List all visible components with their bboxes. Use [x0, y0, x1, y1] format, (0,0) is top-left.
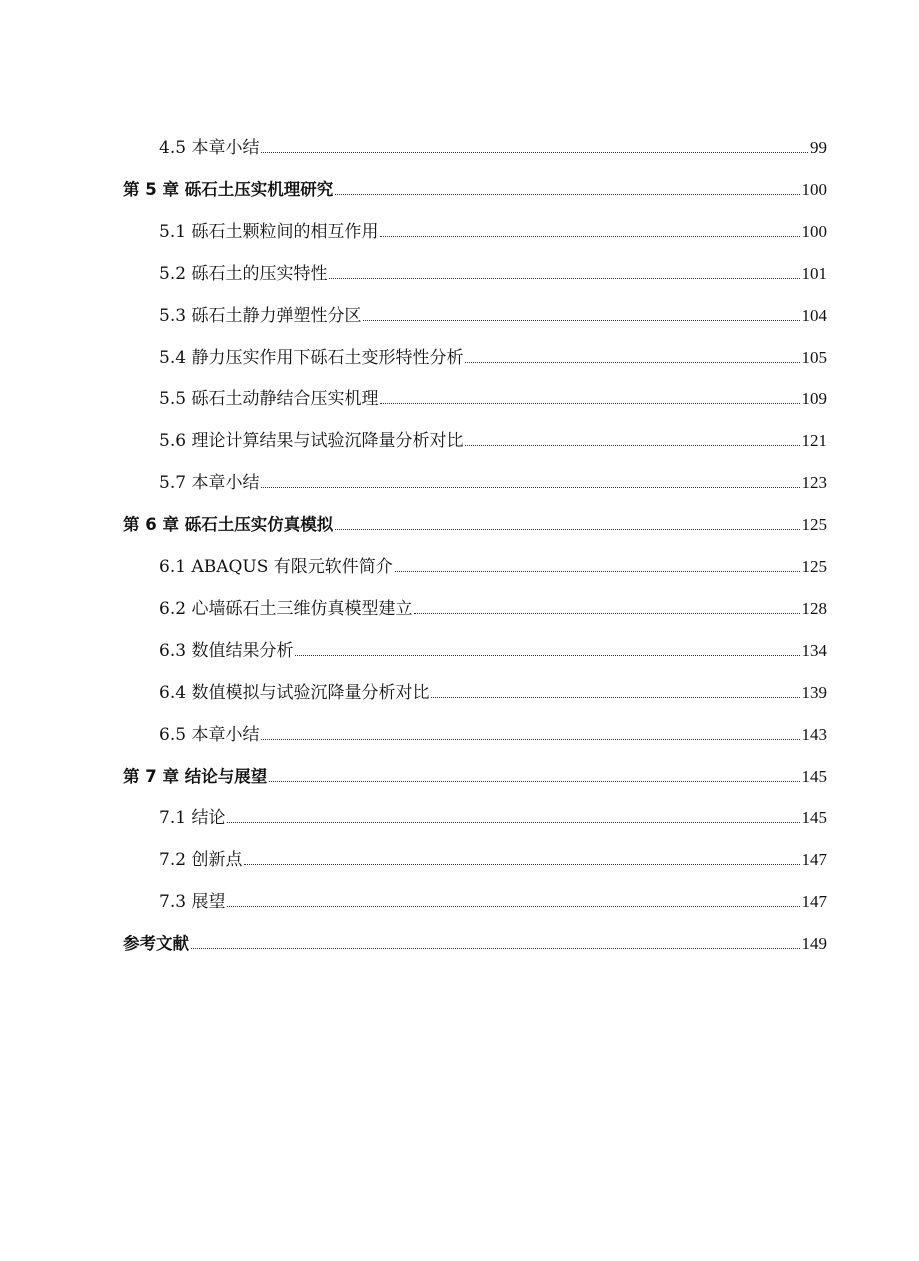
- toc-chapter-entry[interactable]: [123, 759, 827, 787]
- toc-page-number: 100: [801, 179, 827, 199]
- toc-entry-title: 7.2 创新点: [159, 850, 243, 871]
- toc-section-entry[interactable]: [159, 256, 827, 284]
- dot-leader: [380, 236, 799, 237]
- toc-entry-title: 5.1 砾石土颗粒间的相互作用: [159, 221, 379, 242]
- dot-leader: [261, 487, 799, 488]
- toc-section-entry[interactable]: [159, 591, 827, 619]
- toc-page-number: 123: [801, 473, 827, 493]
- toc-chapter-entry[interactable]: [123, 172, 827, 200]
- toc-page-number: 109: [801, 389, 827, 409]
- dot-leader: [329, 278, 799, 279]
- toc-section-entry[interactable]: [159, 842, 827, 870]
- dot-leader: [244, 864, 799, 865]
- toc-chapter-entry[interactable]: [123, 507, 827, 535]
- dot-leader: [395, 571, 800, 572]
- dot-leader: [431, 697, 799, 698]
- toc-page-number: 125: [801, 557, 827, 576]
- toc-section-entry[interactable]: [159, 340, 827, 368]
- toc-page-number: 100: [801, 221, 827, 241]
- toc-page-number: 139: [801, 682, 827, 702]
- toc-section-entry[interactable]: [159, 717, 827, 745]
- toc-entry-title: 5.5 砾石土动静结合压实机理: [159, 389, 379, 410]
- toc-entry-title: 5.3 砾石土静力弹塑性分区: [159, 305, 362, 326]
- dot-leader: [380, 403, 799, 404]
- toc-entry-title: 6.1 ABAQUS 有限元软件简介: [159, 557, 393, 577]
- toc-entry-title: 5.2 砾石土的压实特性: [159, 263, 328, 284]
- toc-chapter-entry[interactable]: [123, 926, 827, 954]
- toc-page-number: 128: [801, 598, 827, 618]
- toc-section-entry[interactable]: [159, 465, 827, 493]
- toc-entry-title: 6.4 数值模拟与试验沉降量分析对比: [159, 682, 430, 703]
- toc-section-entry[interactable]: [159, 298, 827, 326]
- dot-leader: [295, 655, 799, 656]
- dot-leader: [227, 906, 799, 907]
- toc-page-number: 104: [801, 305, 827, 325]
- dot-leader: [191, 948, 800, 949]
- dot-leader: [227, 822, 799, 823]
- toc-page-number: 134: [801, 640, 827, 660]
- toc-page-number: 147: [801, 850, 827, 870]
- toc-page-number: 145: [801, 808, 827, 828]
- toc-section-entry[interactable]: [159, 549, 827, 577]
- toc-section-entry[interactable]: [159, 423, 827, 451]
- toc-entry-title: 5.7 本章小结: [159, 473, 260, 494]
- toc-entry-title: 6.5 本章小结: [159, 724, 260, 745]
- toc-section-entry[interactable]: [159, 214, 827, 242]
- toc-entry-title: 参考文献: [123, 934, 189, 954]
- toc-entry-title: 6.3 数值结果分析: [159, 640, 294, 661]
- toc-entry-title: 7.1 结论: [159, 808, 226, 829]
- toc-section-entry[interactable]: [159, 800, 827, 828]
- toc-entry-title: 5.6 理论计算结果与试验沉降量分析对比: [159, 431, 464, 452]
- toc-page-number: 147: [801, 892, 827, 912]
- toc-entry-title: 第 6 章 砾石土压实仿真模拟: [123, 515, 334, 535]
- toc-entry-title: 第 5 章 砾石土压实机理研究: [123, 179, 334, 199]
- toc-page-number: 125: [801, 515, 827, 535]
- toc-page-number: 143: [801, 724, 827, 744]
- toc-section-entry[interactable]: [159, 633, 827, 661]
- toc-page-number: 105: [801, 347, 827, 367]
- toc-entry-title: 6.2 心墙砾石土三维仿真模型建立: [159, 598, 413, 619]
- toc-page-number: 99: [810, 138, 827, 157]
- toc-page-number: 149: [801, 934, 827, 954]
- toc-section-entry[interactable]: [159, 381, 827, 409]
- toc-entry-title: 5.4 静力压实作用下砾石土变形特性分析: [159, 347, 464, 368]
- dot-leader: [465, 445, 799, 446]
- toc-page-number: 101: [801, 263, 827, 283]
- dot-leader: [269, 781, 799, 782]
- dot-leader: [335, 194, 799, 195]
- toc-section-entry[interactable]: [159, 884, 827, 912]
- toc-entry-title: 7.3 展望: [159, 892, 226, 913]
- dot-leader: [335, 529, 799, 530]
- dot-leader: [261, 739, 799, 740]
- dot-leader: [363, 320, 799, 321]
- dot-leader: [414, 613, 799, 614]
- toc-entry-title: 第 7 章 结论与展望: [123, 766, 268, 786]
- toc-page-number: 145: [801, 766, 827, 786]
- dot-leader: [465, 362, 799, 363]
- dot-leader: [261, 152, 808, 153]
- toc-page-number: 121: [801, 431, 827, 451]
- toc-section-entry[interactable]: [159, 675, 827, 703]
- toc-section-entry[interactable]: [159, 130, 827, 158]
- toc-entry-title: 4.5 本章小结: [159, 138, 260, 158]
